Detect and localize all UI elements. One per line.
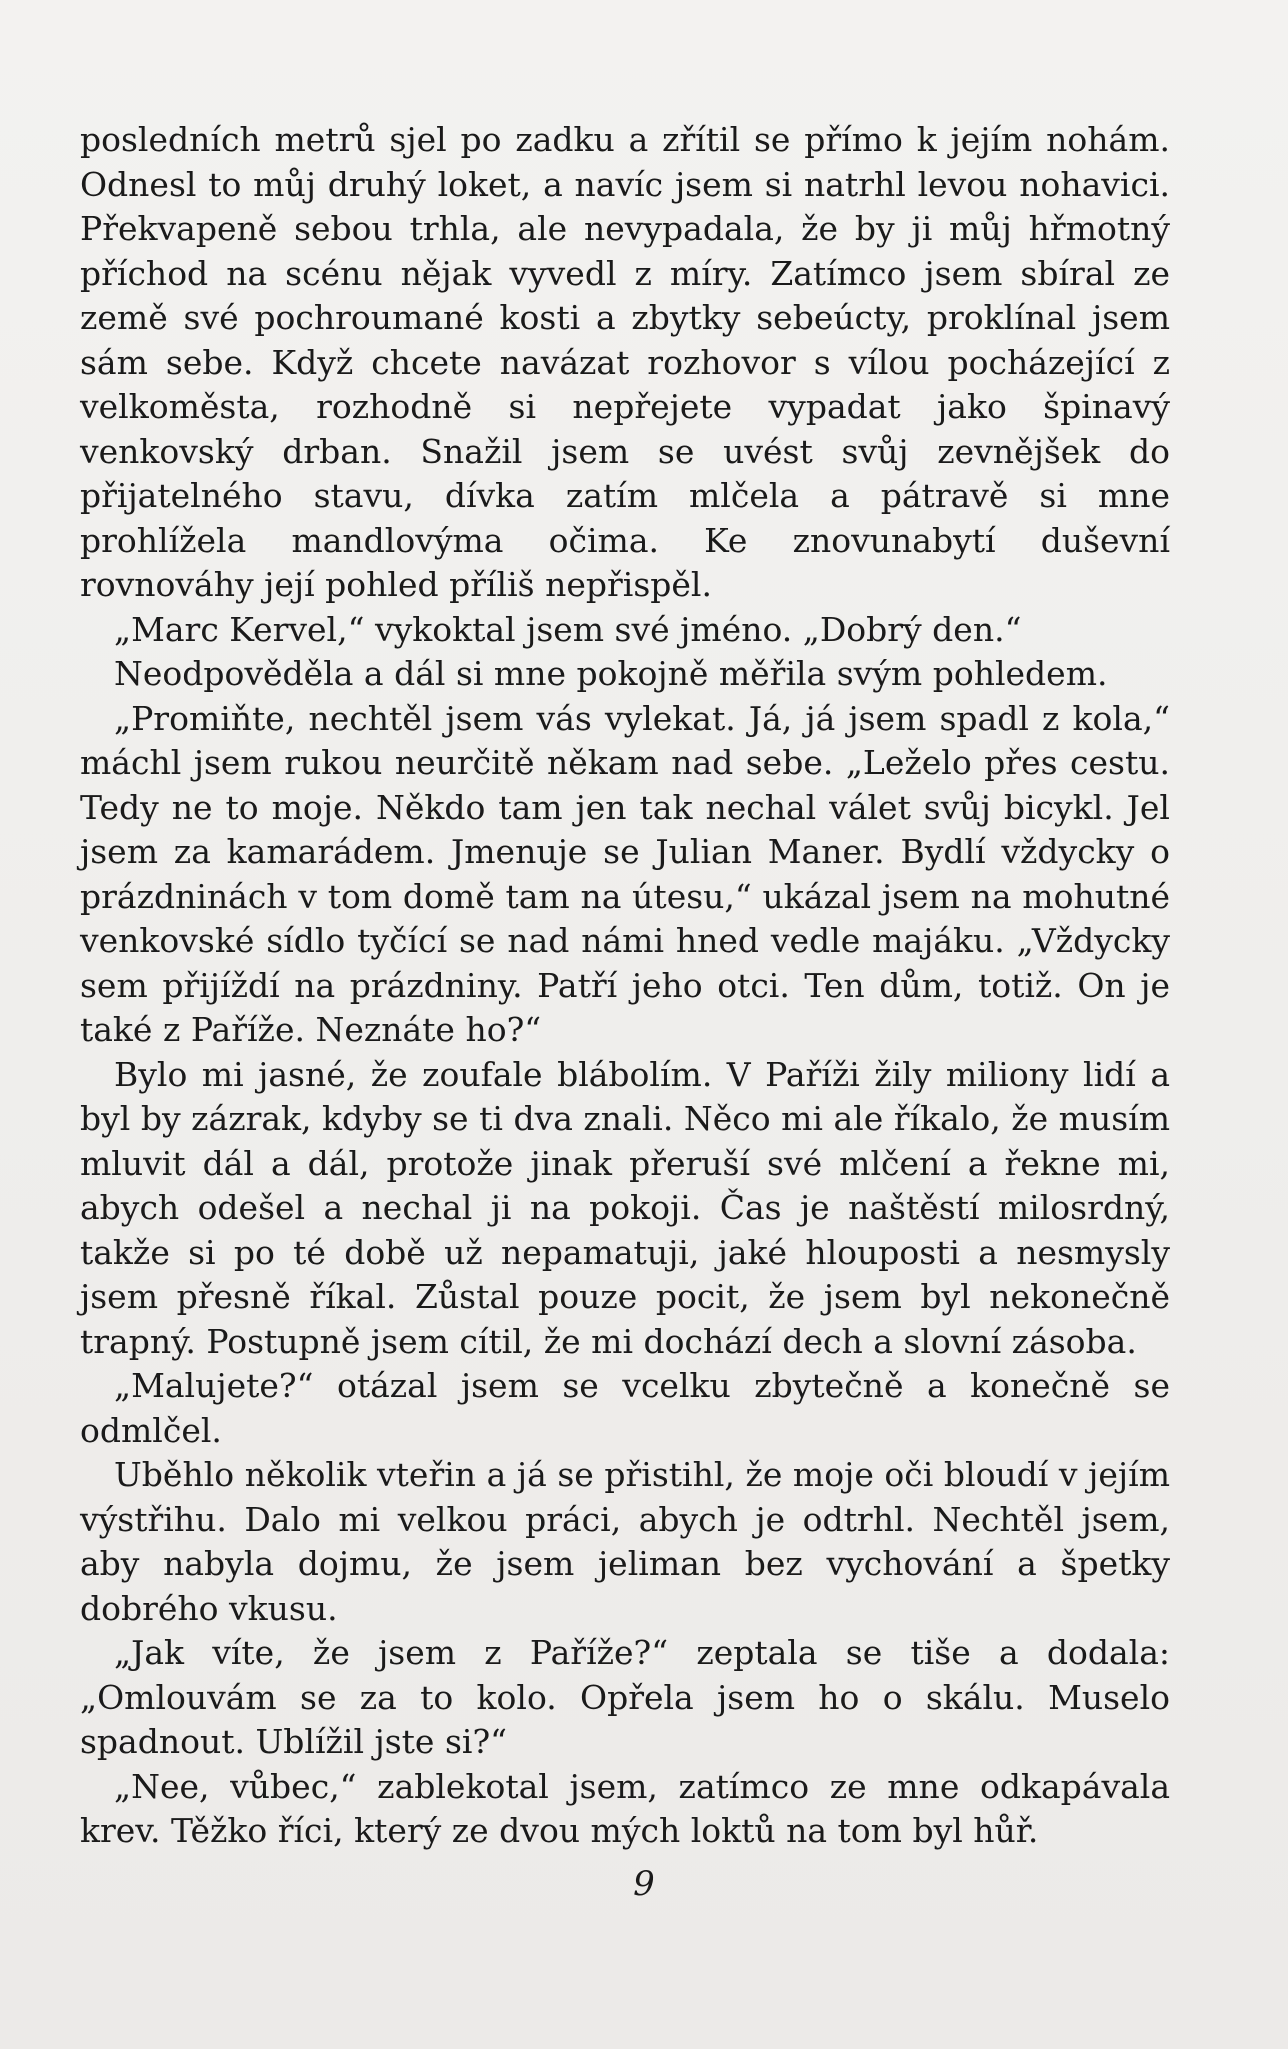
paragraph: posledních metrů sjel po zadku a zřítil se přímo k jejím nohám. Odnesl to můj druhý loket, a navíc jsem si natrhl levou nohavici. Překvapeně sebou trhla, ale nevypadala, že by ji můj hřmotný příchod na scénu nějak vyvedl z míry. Zatímco jsem sbíral ze země své pochroumané kosti a zbytky sebeúcty, proklínal jsem sám sebe. Když chcete navázat rozhovor s vílou pocházející z velkoměsta, rozhodně si nepřejete vypadat jako špinavý venkovský drban. Snažil jsem se uvést svůj zevnějšek do přijatelného stavu, dívka zatím mlčela a pátravě si mne prohlížela mandlovýma očima. Ke znovunabytí duševní rovnováhy její pohled příliš nepřispěl. (80, 120, 1170, 604)
paragraph: „Marc Kervel,“ vykoktal jsem své jméno. „Dobrý den.“ (114, 609, 1022, 649)
page-number: 9 (633, 1864, 655, 1904)
paragraph: „Nee, vůbec,“ zablekotal jsem, zatímco ze mne odkapávala krev. Těžko říci, který ze dvou mých loktů na tom byl hůř. (80, 1766, 1170, 1850)
paragraph: Neodpověděla a dál si mne pokojně měřila svým pohledem. (114, 654, 1108, 693)
body-text (80, 118, 1170, 1854)
paragraph: „Promiňte, nechtěl jsem vás vylekat. Já, já jsem spadl z kola,“ máchl jsem rukou neurčitě někam nad sebe. „Leželo přes cestu. Tedy ne to moje. Někdo tam jen tak nechal válet svůj bicykl. Jel jsem za kamarádem. Jmenuje se Julian Maner. Bydlí vždycky o prázdninách v tom domě tam na útesu,“ ukázal jsem na mohutné venkovské sídlo tyčící se nad námi hned vedle majáku. „Vždycky sem přijíždí na prázdniny. Patří jeho otci. Ten dům, totiž. On je také z Paříže. Neznáte ho?“ (80, 698, 1170, 1049)
paragraph: Bylo mi jasné, že zoufale blábolím. V Paříži žily miliony lidí a byl by zázrak, kdyby se ti dva znali. Něco mi ale říkalo, že musím mluvit dál a dál, protože jinak přeruší své mlčení a řekne mi, abych odešel a nechal ji na pokoji. Čas je naštěstí milosrdný, takže si po té době už nepamatuji, jaké hlouposti a nesmysly jsem přesně říkal. Zůstal pouze pocit, že jsem byl nekonečně trapný. Postupně jsem cítil, že mi dochází dech a slovní zásoba. (80, 1054, 1170, 1361)
paragraph: Uběhlo několik vteřin a já se přistihl, že moje oči bloudí v jejím výstřihu. Dalo mi velkou práci, abych je odtrhl. Nechtěl jsem, aby nabyla dojmu, že jsem jeliman bez vychování a špetky dobrého vkusu. (80, 1455, 1170, 1628)
paragraph: „Jak víte, že jsem z Paříže?“ zeptala se tiše a dodala: „Omlouvám se za to kolo. Opřela jsem ho o skálu. Muselo spadnout. Ublížil jste si?“ (80, 1633, 1170, 1761)
paragraph: „Malujete?“ otázal jsem se vcelku zbytečně a konečně se odmlčel. (80, 1366, 1170, 1450)
